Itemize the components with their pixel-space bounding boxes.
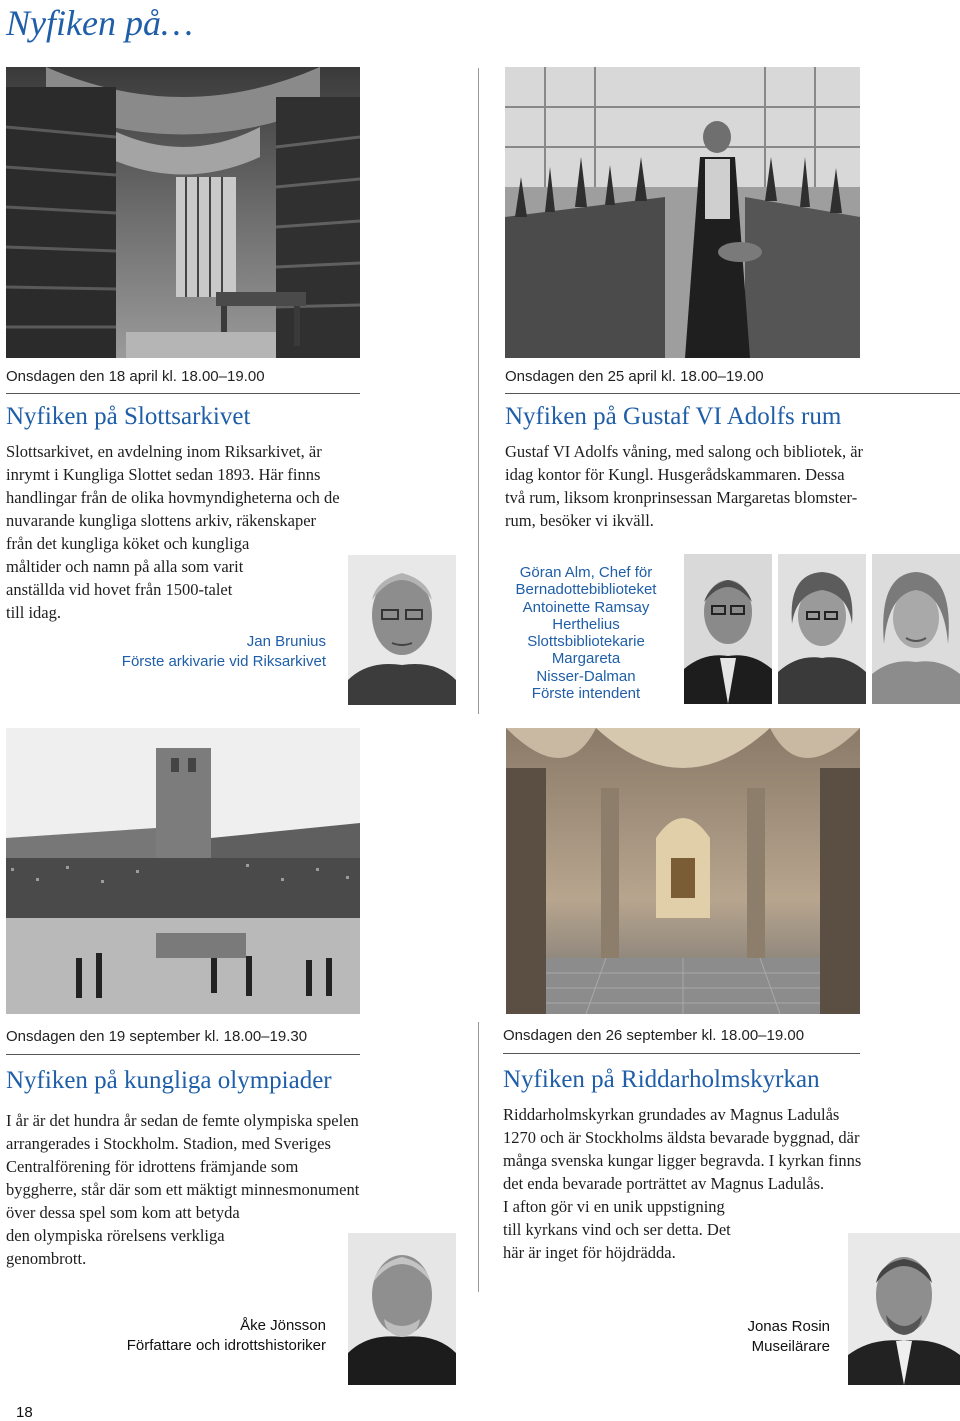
church-interior-photo (506, 728, 860, 1014)
text-line: det enda bevarade porträttet av Magnus Ladulås. (503, 1174, 825, 1193)
text-line: många svenska kungar ligger begravda. I kyrkan finns (503, 1151, 862, 1170)
speaker-line: Förste intendent (531, 685, 641, 703)
archive-vault-photo (6, 67, 360, 358)
page-title: Nyfiken på… (6, 3, 193, 43)
speaker-line: Antoinette Ramsay (522, 598, 650, 616)
speaker-line: Nisser-Dalman (536, 667, 636, 685)
event-heading: Nyfiken på Gustaf VI Adolfs rum (505, 403, 842, 430)
divider (503, 1053, 860, 1054)
text-line: Slottsarkivet, en avdelning inom Riksarkivet, är (6, 442, 322, 461)
speaker-title: Författare och idrottshistoriker (126, 1337, 326, 1354)
speaker-line: Herthelius (552, 615, 620, 633)
speaker-portrait (872, 554, 960, 704)
speaker-credit (747, 1317, 830, 1357)
event-heading: Nyfiken på Slottsarkivet (6, 403, 251, 430)
text-line: handlingar från de olika hovmyndigheterna och de (6, 488, 340, 507)
speaker-name: Åke Jönsson (240, 1317, 326, 1334)
event-date: Onsdagen den 18 april kl. 18.00–19.00 (6, 368, 265, 385)
divider (505, 393, 960, 394)
speaker-portrait (348, 555, 456, 705)
column-divider (478, 68, 479, 714)
text-line: rum, besöker vi ikväll. (505, 511, 654, 530)
event-description (503, 1103, 861, 1264)
text-line: måltider och namn på alla som varit (6, 557, 244, 576)
text-line: I år är det hundra år sedan de femte olympiska spelen (6, 1111, 359, 1130)
event-description (505, 440, 863, 532)
speaker-title: Förste arkivarie vid Riksarkivet (121, 653, 326, 670)
event-heading: Nyfiken på kungliga olympiader (6, 1067, 332, 1094)
speaker-line: Göran Alm, Chef för (519, 564, 653, 581)
event-heading: Nyfiken på Riddarholmskyrkan (503, 1066, 820, 1093)
text-line: Centralförening för idrottens främjande som (6, 1157, 299, 1176)
event-description (6, 1109, 359, 1270)
speaker-portrait (684, 554, 772, 704)
text-line: till idag. (6, 603, 61, 622)
text-line: till kyrkans vind och ser detta. Det (503, 1220, 731, 1239)
speaker-line: Bernadottebiblioteket (515, 581, 657, 599)
speaker-line: Margareta (551, 650, 621, 668)
speaker-portrait (848, 1233, 960, 1385)
speaker-name: Jonas Rosin (747, 1318, 830, 1335)
text-line: den olympiska rörelsens verkliga (6, 1226, 225, 1245)
speaker-credit (127, 1316, 326, 1356)
event-description (6, 440, 340, 624)
flower-room-photo (505, 67, 860, 358)
text-line: Riddarholmskyrkan grundades av Magnus Ladulås (503, 1105, 840, 1124)
speaker-name: Jan Brunius (246, 633, 326, 650)
text-line: byggherre, står där som ett mäktigt minnesmonument (6, 1180, 360, 1199)
text-line: Gustaf VI Adolfs våning, med salong och bibliotek, är (505, 442, 864, 461)
divider (6, 393, 360, 394)
event-date: Onsdagen den 26 september kl. 18.00–19.00 (503, 1027, 805, 1044)
speaker-credit (122, 632, 326, 672)
text-line: genombrott. (6, 1249, 87, 1268)
text-line: över dessa spel som kom att betyda (6, 1203, 240, 1222)
text-line: nuvarande kungliga slottens arkiv, räkenskaper (6, 511, 317, 530)
text-line: anställda vid hovet från 1500-talet (6, 580, 233, 599)
speaker-portrait (778, 554, 866, 704)
text-line: 1270 och är Stockholms äldsta bevarade byggnad, där (503, 1128, 860, 1147)
speaker-credits (505, 564, 667, 702)
text-line: två rum, liksom kronprinsessan Margaretas blomster- (505, 488, 858, 507)
text-line: arrangerades i Stockholm. Stadion, med Sveriges (6, 1134, 331, 1153)
page-number: 18 (16, 1404, 33, 1421)
olympic-stadium-photo (6, 728, 360, 1014)
divider (6, 1054, 360, 1055)
text-line: idag kontor för Kungl. Husgerådskammaren. Dessa (505, 465, 845, 484)
text-line: inrymt i Kungliga Slottet sedan 1893. Här finns (6, 465, 321, 484)
event-date: Onsdagen den 25 april kl. 18.00–19.00 (505, 368, 764, 385)
column-divider (478, 1022, 479, 1292)
speaker-portrait (348, 1233, 456, 1385)
speaker-title: Museilärare (751, 1338, 830, 1355)
text-line: från det kungliga köket och kungliga (6, 534, 250, 553)
speaker-line: Slottsbibliotekarie (527, 633, 645, 651)
text-line: I afton gör vi en unik uppstigning (503, 1197, 725, 1216)
text-line: här är inget för höjdrädda. (503, 1243, 676, 1262)
event-date: Onsdagen den 19 september kl. 18.00–19.30 (6, 1028, 308, 1045)
